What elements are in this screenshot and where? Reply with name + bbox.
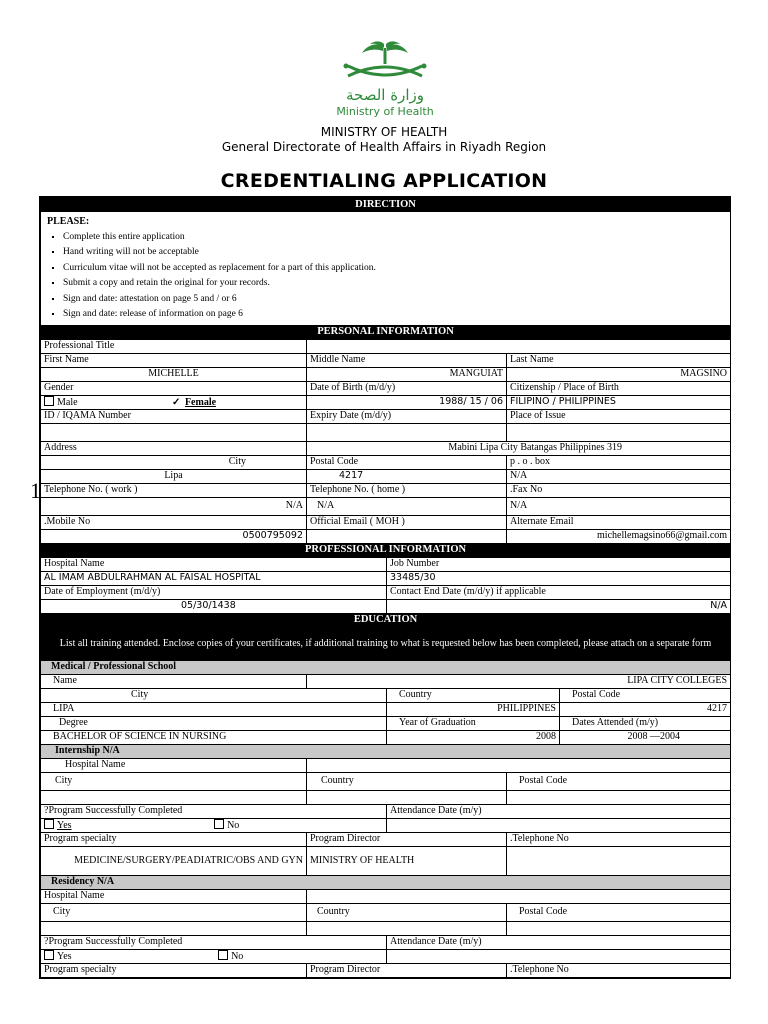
res-postal-field[interactable] [507,921,731,935]
direction-item: ▪ Hand writing will not be acceptable [63,245,726,261]
mobile-field[interactable]: 0500795092 [41,529,307,543]
please-label: PLEASE: [47,216,90,227]
last-name-label: Last Name [507,353,731,367]
intern-attendance-label: Attendance Date (m/y) [387,804,731,818]
gender-label: Gender [41,381,307,395]
application-form [39,196,731,979]
email-moh-field[interactable] [307,529,507,543]
school-postal-field[interactable]: 4217 [560,702,731,716]
direction-section [41,212,731,326]
personal-info-header: PERSONAL INFORMATION [41,325,731,339]
res-yes-label: Yes [57,950,72,962]
school-country-label: Country [387,688,560,702]
res-country-field[interactable] [307,921,507,935]
mobile-label: .Mobile No [41,515,307,529]
intern-yes-label: Yes [57,819,72,831]
page-title: CREDENTIALING APPLICATION [220,170,548,192]
contract-end-label: Contact End Date (m/d/y) if applicable [387,585,731,599]
res-attendance-label: Attendance Date (m/y) [387,935,731,949]
intern-completed-label: ?Program Successfully Completed [41,804,387,818]
graduation-field[interactable]: 2008 [387,730,560,744]
issue-field[interactable] [507,423,731,441]
school-city-label: City [41,688,387,702]
intern-telephone-label: .Telephone No [507,832,731,846]
id-field[interactable] [41,423,307,441]
pobox-field[interactable]: N/A [507,469,731,483]
alt-email-field[interactable]: michellemagsino66@gmail.com [507,529,731,543]
intern-specialty-field[interactable]: MEDICINE/SURGERY/PEADIATRIC/OBS AND GYN [41,846,307,875]
school-name-label: Name [41,674,307,688]
direction-list [47,230,726,323]
res-postal-label: Postal Code [507,903,731,921]
postal-code-field[interactable]: 4217 [307,469,507,483]
dates-attended-field[interactable]: 2008 —2004 [560,730,731,744]
professional-title-field[interactable] [307,339,731,353]
professional-title-label: Professional Title [41,339,307,353]
first-name-field[interactable]: MICHELLE [41,367,307,381]
email-moh-label: Official Email ( MOH ) [307,515,507,529]
direction-item: ▪ Sign and date: attestation on page 5 and / or 6 [63,292,726,308]
internship-header: Internship N/A [41,744,731,758]
intern-attendance-field[interactable] [387,818,731,832]
intern-no-label: No [227,819,240,831]
res-completed-label: ?Program Successfully Completed [41,935,387,949]
tel-home-field[interactable]: N/A [307,497,507,515]
job-number-label: Job Number [387,557,731,571]
res-city-label: City [41,903,307,921]
dates-attended-label: Dates Attended (m/y) [560,716,731,730]
intern-city-field[interactable] [41,790,307,804]
intern-country-label: Country [307,772,507,790]
palm-swords-emblem-icon [310,40,460,120]
male-checkbox[interactable] [44,396,54,406]
intern-postal-label: Postal Code [507,772,731,790]
education-header: EDUCATION [41,613,731,627]
res-director-label: Program Director [307,963,507,977]
res-city-field[interactable] [41,921,307,935]
issue-label: Place of Issue [507,409,731,423]
school-name-field[interactable]: LIPA CITY COLLEGES [307,674,731,688]
postal-code-label: Postal Code [307,455,507,469]
first-name-label: First Name [41,353,307,367]
logo-arabic-text: وزارة الصحة [346,86,424,104]
address-label: Address [41,441,307,455]
degree-field[interactable]: BACHELOR OF SCIENCE IN NURSING [41,730,387,744]
address-field[interactable]: Mabini Lipa City Batangas Philippines 319 [307,441,731,455]
res-attendance-field[interactable] [387,949,731,963]
intern-hospital-label: Hospital Name [41,758,307,772]
school-country-field[interactable]: PHILIPPINES [387,702,560,716]
intern-postal-field[interactable] [507,790,731,804]
intern-no-checkbox[interactable] [214,819,224,829]
intern-yes-checkbox[interactable] [44,819,54,829]
hospital-name-label: Hospital Name [41,557,387,571]
degree-label: Degree [41,716,387,730]
tel-home-label: Telephone No. ( home ) [307,483,507,497]
hospital-name-field[interactable]: AL IMAM ABDULRAHMAN AL FAISAL HOSPITAL [41,571,387,585]
contract-end-field[interactable]: N/A [387,599,731,613]
school-postal-label: Postal Code [560,688,731,702]
intern-city-label: City [41,772,307,790]
female-check-icon[interactable]: ✓ [172,396,181,408]
employment-date-field[interactable]: 05/30/1438 [41,599,387,613]
pobox-label: p . o . box [507,455,731,469]
medical-school-header: Medical / Professional School [41,660,731,674]
res-hospital-field[interactable] [307,889,731,903]
city-field[interactable]: Lipa [41,469,307,483]
tel-work-label: Telephone No. ( work ) [41,483,307,497]
direction-item: ▪ Complete this entire application [63,230,726,246]
id-label: ID / IQAMA Number [41,409,307,423]
gender-options [41,395,307,409]
directorate-name: General Directorate of Health Affairs in Riyadh Region [221,140,547,154]
alt-email-label: Alternate Email [507,515,731,529]
stray-page-mark: 1 [30,478,41,503]
ministry-logo [310,40,460,120]
intern-director-field[interactable]: MINISTRY OF HEALTH [307,846,507,875]
citizenship-label: Citizenship / Place of Birth [507,381,731,395]
ministry-heading [0,125,768,155]
ministry-name: MINISTRY OF HEALTH [320,125,448,139]
professional-info-header: PROFESSIONAL INFORMATION [41,543,731,557]
city-label: City [41,455,307,469]
female-label: Female [184,396,217,408]
logo-english-text: Ministry of Health [336,105,434,118]
res-hospital-label: Hospital Name [41,889,307,903]
res-no-checkbox[interactable] [218,950,228,960]
res-country-label: Country [307,903,507,921]
res-no-label: No [231,950,244,962]
intern-hospital-field[interactable] [307,758,731,772]
res-specialty-label: Program specialty [41,963,307,977]
intern-country-field[interactable] [307,790,507,804]
direction-header: DIRECTION [41,198,731,212]
expiry-label: Expiry Date (m/d/y) [307,409,507,423]
fax-field[interactable]: N/A [507,497,731,515]
res-completed-options [41,949,387,963]
tel-work-field[interactable]: N/A [41,497,307,515]
direction-item: ▪ Submit a copy and retain the original for your records. [63,276,726,292]
dob-label: Date of Birth (m/d/y) [307,381,507,395]
job-number-field[interactable]: 33485/30 [387,571,731,585]
citizenship-field[interactable]: FILIPINO / PHILIPPINES [507,395,731,409]
fax-label: .Fax No [507,483,731,497]
expiry-field[interactable] [307,423,507,441]
graduation-label: Year of Graduation [387,716,560,730]
middle-name-label: Middle Name [307,353,507,367]
last-name-field[interactable]: MAGSINO [507,367,731,381]
school-city-field[interactable]: LIPA [41,702,387,716]
intern-director-label: Program Director [307,832,507,846]
dob-field[interactable]: 1988/ 15 / 06 [307,395,507,409]
res-telephone-label: .Telephone No [507,963,731,977]
intern-telephone-field[interactable] [507,846,731,875]
direction-item: ▪ Curriculum vitae will not be accepted as replacement for a part of this application. [63,261,726,277]
intern-specialty-label: Program specialty [41,832,307,846]
employment-date-label: Date of Employment (m/d/y) [41,585,387,599]
direction-item: ▪ Sign and date: release of information on page 6 [63,307,726,323]
intern-completed-options [41,818,387,832]
education-note: List all training attended. Enclose copies of your certificates, if additional training to what is requested below has been completed, please attach on a separate form [41,627,731,660]
male-label: Male [57,396,78,408]
middle-name-field[interactable]: MANGUIAT [307,367,507,381]
residency-header: Residency N/A [41,875,731,889]
res-yes-checkbox[interactable] [44,950,54,960]
